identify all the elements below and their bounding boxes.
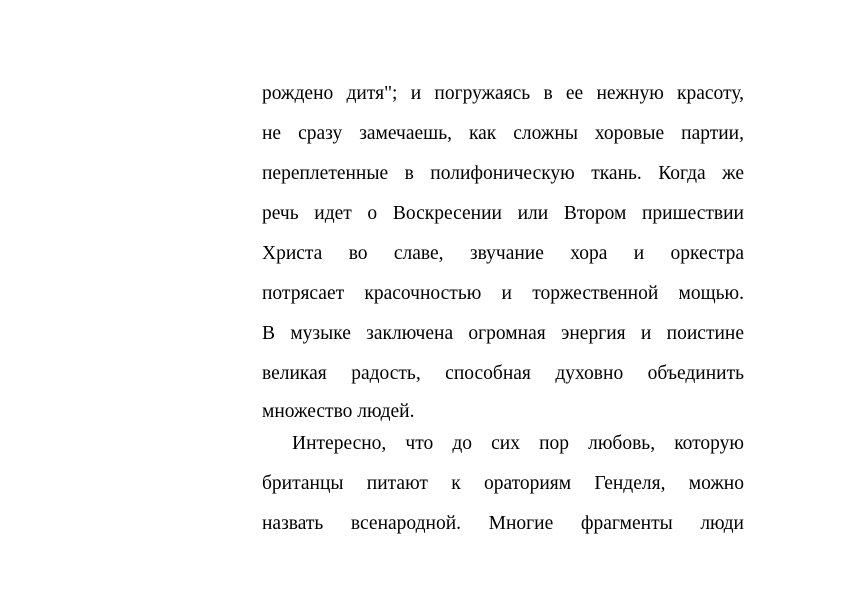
text-line: В музыке заключена огромная энергия и поистине [262, 323, 744, 344]
text-line: Христа во славе, звучание хора и оркестра [262, 243, 744, 264]
text-line: рождено дитя"; и погружаясь в ее нежную красоту, [262, 83, 744, 104]
text-line: потрясает красочностью и торжественной мощью. [262, 283, 744, 304]
text-line: не сразу замечаешь, как сложны хоровые партии, [262, 123, 744, 144]
text-line: британцы питают к ораториям Генделя, можно [262, 473, 744, 494]
text-line: назвать всенародной. Многие фрагменты люди [262, 513, 744, 534]
text-line: великая радость, способная духовно объединить [262, 363, 744, 384]
text-line: множество людей. [262, 401, 415, 422]
paragraph-first-line: Интересно, что до сих пор любовь, которую [292, 433, 744, 454]
text-line: речь идет о Воскресении или Втором пришествии [262, 203, 744, 224]
text-line: переплетенные в полифоническую ткань. Когда же [262, 163, 744, 184]
